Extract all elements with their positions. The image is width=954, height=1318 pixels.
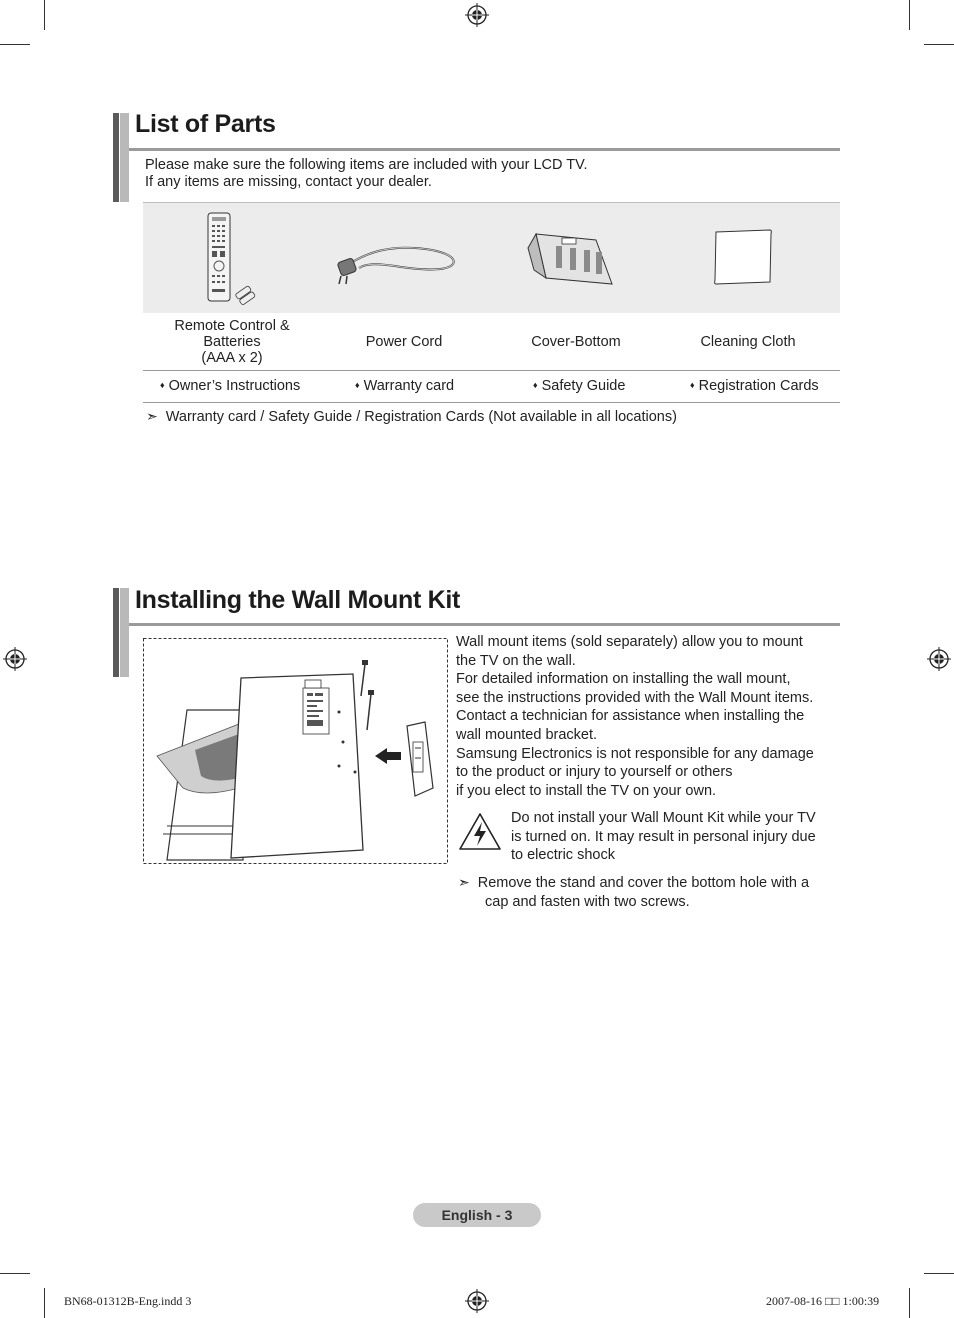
accessory-item bbox=[355, 378, 454, 394]
warning-line: is turned on. It may result in personal injury due bbox=[511, 828, 816, 845]
stand-removal-note bbox=[458, 873, 840, 911]
availability-note bbox=[146, 408, 677, 425]
accessory-label: Warranty card bbox=[363, 378, 455, 394]
crop-mark bbox=[0, 44, 30, 45]
section-marker-bar bbox=[113, 588, 129, 677]
body-line: Wall mount items (sold separately) allow you to mount bbox=[456, 634, 803, 650]
bullet-icon: ♦ bbox=[533, 380, 538, 390]
caption-line: Cleaning Cloth bbox=[700, 334, 796, 350]
crop-mark bbox=[0, 1273, 30, 1274]
wall-mount-description bbox=[456, 633, 840, 800]
body-line: For detailed information on installing the wall mount, bbox=[456, 671, 791, 688]
crop-mark bbox=[44, 0, 45, 30]
note-arrow-icon: ➣ bbox=[146, 408, 158, 424]
body-line: see the instructions provided with the Wall Mount items. bbox=[456, 689, 814, 706]
caption-line: Remote Control & bbox=[174, 318, 290, 334]
accessory-item bbox=[160, 378, 300, 394]
caption-line: Cover-Bottom bbox=[531, 334, 621, 350]
power-cord-icon bbox=[335, 238, 459, 286]
crop-mark bbox=[909, 1288, 910, 1318]
crop-mark bbox=[909, 0, 910, 30]
registration-mark-icon bbox=[927, 647, 951, 671]
electric-shock-warning-icon bbox=[458, 812, 502, 852]
crop-mark bbox=[44, 1288, 45, 1318]
print-slug-right: 2007-08-16 □□ 1:00:39 bbox=[766, 1294, 880, 1308]
note-line: cap and fasten with two screws. bbox=[485, 893, 690, 910]
parts-intro bbox=[145, 157, 587, 191]
section-marker-bar bbox=[113, 113, 129, 202]
warning-text bbox=[511, 809, 841, 865]
body-line: the TV on the wall. bbox=[456, 652, 576, 669]
part-caption-cleaning-cloth bbox=[662, 334, 834, 350]
body-line: to the product or injury to yourself or others bbox=[456, 764, 733, 781]
wall-mount-illustration bbox=[143, 638, 448, 864]
cover-bottom-icon bbox=[526, 228, 614, 288]
accessory-label: Safety Guide bbox=[541, 378, 626, 394]
section-title-wall-mount: Installing the Wall Mount Kit bbox=[135, 586, 461, 614]
accessory-label: Owner’s Instructions bbox=[168, 378, 301, 394]
accessory-item bbox=[533, 378, 625, 394]
part-caption-remote bbox=[146, 318, 318, 366]
registration-mark-icon bbox=[465, 3, 489, 27]
remote-control-icon bbox=[205, 211, 261, 305]
caption-line: (AAA x 2) bbox=[201, 350, 263, 366]
note-text: Warranty card / Safety Guide / Registration Cards (Not available in all locations) bbox=[165, 409, 677, 425]
registration-mark-icon bbox=[465, 1289, 489, 1313]
caption-line: Power Cord bbox=[365, 334, 443, 350]
crop-mark bbox=[924, 1273, 954, 1274]
part-caption-cover-bottom bbox=[490, 334, 662, 350]
accessory-label: Registration Cards bbox=[698, 378, 819, 394]
print-slug-left: BN68-01312B-Eng.indd 3 bbox=[64, 1294, 192, 1308]
note-line: Remove the stand and cover the bottom hole with a bbox=[477, 875, 810, 891]
crop-mark bbox=[924, 44, 954, 45]
warning-line: Do not install your Wall Mount Kit while your TV bbox=[511, 810, 816, 826]
section-rule bbox=[129, 623, 840, 626]
caption-line: Batteries bbox=[203, 334, 261, 350]
bullet-icon: ♦ bbox=[355, 380, 360, 390]
section-rule bbox=[129, 148, 840, 151]
cleaning-cloth-icon bbox=[712, 228, 774, 286]
page-number-label: English - 3 bbox=[413, 1203, 541, 1227]
registration-mark-icon bbox=[3, 647, 27, 671]
intro-line: If any items are missing, contact your dealer. bbox=[145, 174, 432, 190]
body-line: wall mounted bracket. bbox=[456, 726, 598, 743]
body-line: Samsung Electronics is not responsible for any damage bbox=[456, 745, 814, 762]
body-line: Contact a technician for assistance when installing the bbox=[456, 708, 805, 725]
note-arrow-icon: ➣ bbox=[458, 874, 470, 890]
bullet-icon: ♦ bbox=[690, 380, 695, 390]
bullet-icon: ♦ bbox=[160, 380, 165, 390]
section-title-list-of-parts: List of Parts bbox=[135, 110, 276, 138]
warning-line: to electric shock bbox=[511, 847, 615, 864]
body-line: if you elect to install the TV on your own. bbox=[456, 782, 717, 799]
part-caption-power-cord bbox=[318, 334, 490, 350]
accessories-row bbox=[143, 370, 840, 403]
intro-line: Please make sure the following items are included with your LCD TV. bbox=[145, 157, 588, 173]
accessory-item bbox=[690, 378, 819, 394]
